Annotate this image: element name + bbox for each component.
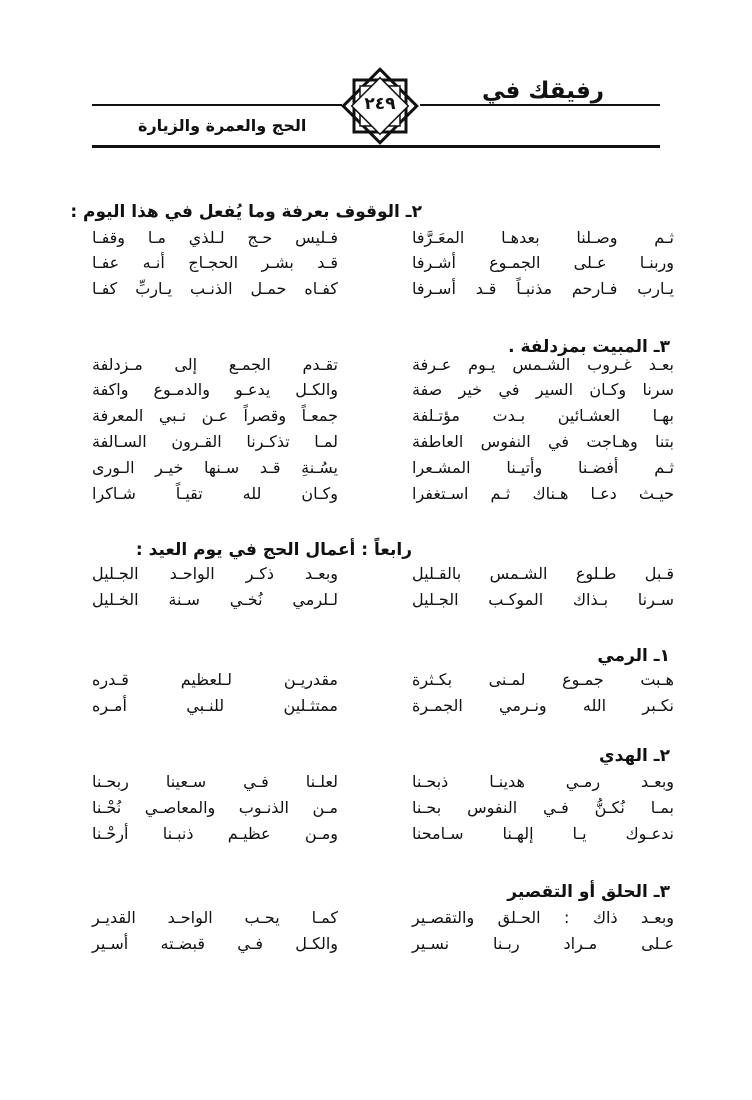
verse-right: ندعـوك يـا إلهـنا سـامحنا — [412, 824, 674, 843]
verse-left: جمعـاً وقصراً عـن نـبي المعرفة — [92, 406, 338, 425]
page-number-badge — [340, 66, 420, 146]
verse-right: بتنا وهـاجت في النفوس العاطفة — [412, 432, 674, 451]
verse-right: ثـم أفضـنا وأتيـنا المشـعرا — [412, 458, 674, 477]
verse-left: وبعـد ذكـر الواحـد الجـليل — [92, 564, 338, 583]
verse-right: قـبل طـلوع الشـمس بالقـليل — [412, 564, 674, 583]
verse-right: سرنا وكـان السير في خير صفة — [412, 380, 674, 399]
header-rule-top-right — [420, 104, 660, 106]
verse-left: ممتثـلين للنـبي أمـره — [92, 696, 338, 715]
verse-left: كفـاه حمـل الذنـب يـاربِّ كفـا — [92, 279, 338, 298]
verse-left: والكـل يدعـو والدمـوع واكفة — [92, 380, 338, 399]
running-header-title: رفيقك في — [482, 78, 604, 104]
verse-right: ثـم وصـلنا بعدهـا المعَـرَّفا — [412, 228, 674, 247]
verse-left: تقـدم الجمـع إلى مـزدلفة — [92, 355, 338, 374]
verse-left: ومـن عظيـم ذنبـنا أرحْـنا — [92, 824, 338, 843]
verse-right: بعـد غـروب الشـمس يـوم عـرفة — [412, 355, 674, 374]
running-header-subtitle: الحج والعمرة والزيارة — [138, 116, 307, 135]
verse-right: وربنـا عـلى الجمـوع أشـرفا — [412, 253, 674, 272]
verse-right: سـرنا بـذاك الموكـب الجـليل — [412, 590, 674, 609]
section-title: ٣ـ الحلق أو التقصير — [507, 882, 670, 902]
verse-right: بهـا العشـائين بـدت مؤتـلفة — [412, 406, 674, 425]
page-number: ٢٤٩ — [364, 94, 396, 114]
verse-right: نكـبر الله ونـرمي الجمـرة — [412, 696, 674, 715]
section-title: رابعاً : أعمال الحج في يوم العيد : — [135, 540, 412, 560]
verse-left: فـليس حـج لـلذي مـا وقفـا — [92, 228, 338, 247]
verse-left: كمـا يحـب الواحـد القديـر — [92, 908, 338, 927]
verse-left: لمـا تذكـرنا القـرون السـالفة — [92, 432, 338, 451]
header-rule-top-left — [92, 104, 342, 106]
section-title: ٢ـ الهدي — [599, 746, 670, 766]
verse-left: وكـان لله تقيـاً شـاكرا — [92, 484, 338, 503]
section-title: ٢ـ الوقوف بعرفة وما يُفعل في هذا اليوم : — [70, 202, 422, 222]
verse-left: لـلرمي نُخـي سـنة الخـليل — [92, 590, 338, 609]
verse-left: مـن الذنـوب والمعاصـي نُحْـنا — [92, 798, 338, 817]
verse-right: حيـث دعـا هـناك ثـم اسـتغفرا — [412, 484, 674, 503]
verse-left: والكـل فـي قبضـته أسـير — [92, 934, 338, 953]
section-title: ١ـ الرمي — [597, 646, 670, 666]
verse-left: لعلـنا فـي سـعينا ربحـنا — [92, 772, 338, 791]
verse-right: هـبت جمـوع لمـنى بكـثرة — [412, 670, 674, 689]
verse-right: يـارب فـارحم مذنبـاً قـد أسـرفا — [412, 279, 674, 298]
verse-left: قـد بشـر الحجـاج أنـه عفـا — [92, 253, 338, 272]
verse-right: عـلى مـراد ربـنا نسـير — [412, 934, 674, 953]
verse-left: مقدريـن لـلعظيم قـدره — [92, 670, 338, 689]
verse-left: يسُـنةِ قـد سـنها خيـر الـورى — [92, 458, 338, 477]
section-title: ٣ـ المبيت بمزدلفة . — [508, 337, 670, 357]
verse-right: وبعـد ذاك : الحـلق والتقصـير — [412, 908, 674, 927]
verse-right: وبعـد رمـي هدينـا ذبحـنا — [412, 772, 674, 791]
verse-right: بمـا نُكـنُّ فـي النفوس بحـنا — [412, 798, 674, 817]
